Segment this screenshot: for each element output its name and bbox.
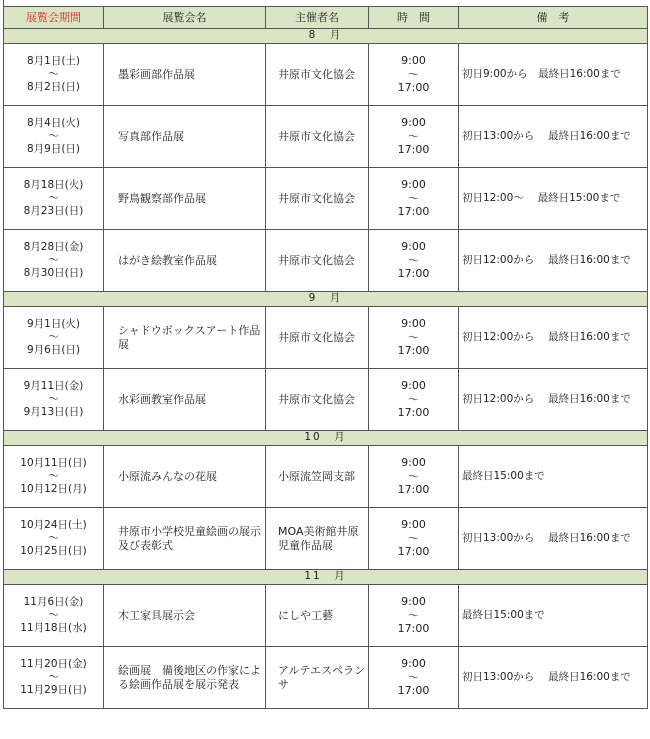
time-start: 9:00 bbox=[401, 115, 426, 129]
organizer-name: 井原市文化協会 bbox=[266, 44, 369, 106]
time-end: 17:00 bbox=[397, 81, 430, 95]
time-end: 17:00 bbox=[397, 143, 430, 157]
time-cell bbox=[369, 168, 459, 230]
time-tilde: ～ bbox=[408, 670, 419, 684]
date-start: 8月1日(土) bbox=[26, 54, 81, 67]
date-tilde: ～ bbox=[48, 608, 59, 621]
exhibition-name: 水彩画教室作品展 bbox=[104, 369, 266, 431]
date-end: 10月25日(日) bbox=[20, 545, 87, 558]
exhibition-name: 井原市小学校児童絵画の展示及び表彰式 bbox=[104, 508, 266, 570]
period-cell bbox=[4, 168, 104, 230]
table-row bbox=[4, 446, 648, 508]
date-tilde: ～ bbox=[48, 469, 59, 482]
time-end: 17:00 bbox=[397, 267, 430, 281]
date-tilde: ～ bbox=[48, 531, 59, 544]
table-row bbox=[4, 508, 648, 570]
header-organizer: 主催者名 bbox=[266, 7, 369, 29]
note-cell: 初日12:00から 最終日16:00まで bbox=[459, 307, 648, 369]
exhibition-name: 絵画展 備後地区の作家による絵画作品展を展示発表 bbox=[104, 647, 266, 709]
time-tilde: ～ bbox=[408, 531, 419, 545]
note-cell: 初日13:00から 最終日16:00まで bbox=[459, 647, 648, 709]
date-start: 9月11日(金) bbox=[23, 379, 84, 392]
time-tilde: ～ bbox=[408, 67, 419, 81]
period-cell bbox=[4, 230, 104, 292]
time-cell bbox=[369, 647, 459, 709]
header-time: 時 間 bbox=[369, 7, 459, 29]
period-cell bbox=[4, 369, 104, 431]
date-tilde: ～ bbox=[48, 253, 59, 266]
organizer-name: 井原市文化協会 bbox=[266, 230, 369, 292]
time-start: 9:00 bbox=[401, 378, 426, 392]
period-cell bbox=[4, 44, 104, 106]
time-start: 9:00 bbox=[401, 594, 426, 608]
note-cell: 初日12:00から 最終日16:00まで bbox=[459, 369, 648, 431]
time-cell bbox=[369, 106, 459, 168]
time-tilde: ～ bbox=[408, 330, 419, 344]
date-tilde: ～ bbox=[48, 67, 59, 80]
date-start: 8月28日(金) bbox=[23, 240, 84, 253]
time-cell bbox=[369, 307, 459, 369]
date-end: 9月13日(日) bbox=[23, 406, 84, 419]
organizer-name: アルテエスペランサ bbox=[266, 647, 369, 709]
note-cell: 初日12:00から 最終日16:00まで bbox=[459, 230, 648, 292]
period-cell bbox=[4, 647, 104, 709]
time-cell bbox=[369, 446, 459, 508]
date-start: 11月20日(金) bbox=[20, 657, 87, 670]
date-tilde: ～ bbox=[48, 392, 59, 405]
time-tilde: ～ bbox=[408, 608, 419, 622]
time-tilde: ～ bbox=[408, 253, 419, 267]
note-cell: 最終日15:00まで bbox=[459, 585, 648, 647]
note-cell: 初日12:00～ 最終日15:00まで bbox=[459, 168, 648, 230]
time-end: 17:00 bbox=[397, 684, 430, 698]
time-end: 17:00 bbox=[397, 344, 430, 358]
time-cell bbox=[369, 369, 459, 431]
table-row bbox=[4, 230, 648, 292]
period-cell bbox=[4, 307, 104, 369]
table-row bbox=[4, 106, 648, 168]
month-label: 8 月 bbox=[4, 29, 648, 44]
table-row bbox=[4, 585, 648, 647]
time-cell bbox=[369, 508, 459, 570]
month-row bbox=[4, 431, 648, 446]
date-end: 10月12日(月) bbox=[20, 483, 87, 496]
date-start: 10月11日(日) bbox=[20, 456, 87, 469]
time-end: 17:00 bbox=[397, 622, 430, 636]
date-start: 11月6日(金) bbox=[23, 595, 84, 608]
exhibition-schedule-table bbox=[3, 6, 648, 709]
time-end: 17:00 bbox=[397, 205, 430, 219]
table-row bbox=[4, 44, 648, 106]
date-end: 8月2日(日) bbox=[26, 81, 81, 94]
time-start: 9:00 bbox=[401, 177, 426, 191]
date-tilde: ～ bbox=[48, 670, 59, 683]
organizer-name: 井原市文化協会 bbox=[266, 369, 369, 431]
note-cell: 初日9:00から 最終日16:00まで bbox=[459, 44, 648, 106]
month-label: 10 月 bbox=[4, 431, 648, 446]
note-cell: 最終日15:00まで bbox=[459, 446, 648, 508]
organizer-name: 井原市文化協会 bbox=[266, 106, 369, 168]
date-tilde: ～ bbox=[48, 191, 59, 204]
time-cell bbox=[369, 44, 459, 106]
table-row bbox=[4, 168, 648, 230]
organizer-name: にしや工藝 bbox=[266, 585, 369, 647]
organizer-name: MOA美術館井原児童作品展 bbox=[266, 508, 369, 570]
time-end: 17:00 bbox=[397, 483, 430, 497]
time-tilde: ～ bbox=[408, 469, 419, 483]
note-cell: 初日13:00から 最終日16:00まで bbox=[459, 106, 648, 168]
month-row bbox=[4, 29, 648, 44]
organizer-name: 井原市文化協会 bbox=[266, 307, 369, 369]
date-start: 9月1日(火) bbox=[26, 317, 81, 330]
month-row bbox=[4, 570, 648, 585]
time-cell bbox=[369, 230, 459, 292]
note-cell: 初日13:00から 最終日16:00まで bbox=[459, 508, 648, 570]
date-end: 8月23日(日) bbox=[23, 205, 84, 218]
time-start: 9:00 bbox=[401, 53, 426, 67]
exhibition-name: はがき絵教室作品展 bbox=[104, 230, 266, 292]
exhibition-name: 小原流みんなの花展 bbox=[104, 446, 266, 508]
period-cell bbox=[4, 585, 104, 647]
exhibition-name: シャドウボックスアート作品展 bbox=[104, 307, 266, 369]
table-row bbox=[4, 369, 648, 431]
date-end: 8月9日(日) bbox=[26, 143, 81, 156]
time-tilde: ～ bbox=[408, 191, 419, 205]
month-label: 9 月 bbox=[4, 292, 648, 307]
header-row bbox=[4, 7, 648, 29]
exhibition-name: 野鳥観察部作品展 bbox=[104, 168, 266, 230]
table-row bbox=[4, 647, 648, 709]
time-end: 17:00 bbox=[397, 545, 430, 559]
date-end: 8月30日(日) bbox=[23, 267, 84, 280]
date-tilde: ～ bbox=[48, 330, 59, 343]
organizer-name: 小原流笠岡支部 bbox=[266, 446, 369, 508]
date-tilde: ～ bbox=[48, 129, 59, 142]
date-end: 11月29日(日) bbox=[20, 684, 87, 697]
table-row bbox=[4, 307, 648, 369]
time-tilde: ～ bbox=[408, 392, 419, 406]
month-label: 11 月 bbox=[4, 570, 648, 585]
period-cell bbox=[4, 508, 104, 570]
period-cell bbox=[4, 106, 104, 168]
header-period: 展覧会期間 bbox=[4, 7, 104, 29]
header-note: 備 考 bbox=[459, 7, 648, 29]
time-start: 9:00 bbox=[401, 517, 426, 531]
month-row bbox=[4, 292, 648, 307]
date-start: 8月4日(火) bbox=[26, 116, 81, 129]
date-end: 11月18日(水) bbox=[20, 622, 87, 635]
date-end: 9月6日(日) bbox=[26, 344, 81, 357]
time-cell bbox=[369, 585, 459, 647]
time-start: 9:00 bbox=[401, 656, 426, 670]
time-end: 17:00 bbox=[397, 406, 430, 420]
date-start: 8月18日(火) bbox=[23, 178, 84, 191]
date-start: 10月24日(土) bbox=[20, 518, 87, 531]
exhibition-name: 写真部作品展 bbox=[104, 106, 266, 168]
header-name: 展覧会名 bbox=[104, 7, 266, 29]
period-cell bbox=[4, 446, 104, 508]
time-tilde: ～ bbox=[408, 129, 419, 143]
time-start: 9:00 bbox=[401, 455, 426, 469]
exhibition-name: 木工家具展示会 bbox=[104, 585, 266, 647]
exhibition-name: 墨彩画部作品展 bbox=[104, 44, 266, 106]
time-start: 9:00 bbox=[401, 316, 426, 330]
time-start: 9:00 bbox=[401, 239, 426, 253]
organizer-name: 井原市文化協会 bbox=[266, 168, 369, 230]
